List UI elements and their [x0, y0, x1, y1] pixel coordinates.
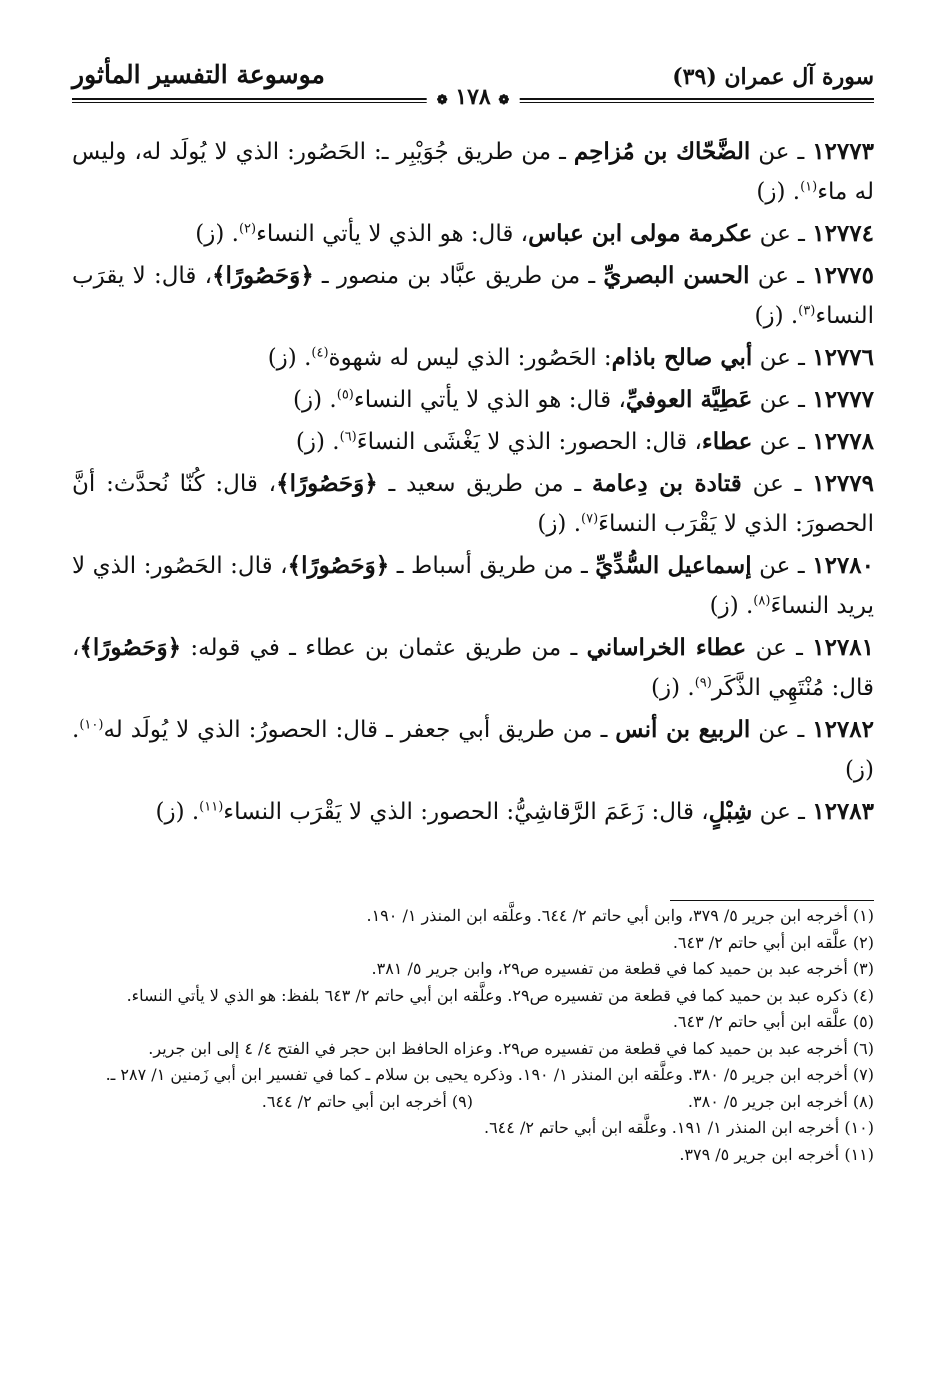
main-text	[72, 132, 874, 834]
entry-text: ، قال: لا يقرَب النساء	[72, 263, 874, 329]
footnote: (١٠) أخرجه ابن المنذر ١/ ١٩١. وعلَّقه ابن أبي حاتم ٢/ ٦٤٤.	[483, 1118, 874, 1137]
entry-number: ١٢٧٧٣	[812, 138, 874, 165]
entry-text: ، قال: كُنّا نُحدَّث: أنَّ الحصورَ: الذي لا يَقْرَب النساءَ	[72, 471, 874, 537]
entry-text: ـ من طريق جُوَيْبِر ـ: الحَصُور: الذي لا يُولَد له، وليس له ماء	[72, 139, 874, 205]
entry-text: ـ عن	[750, 717, 813, 743]
footnote-ref: (١)	[800, 179, 818, 195]
narrator-name: عَطِيَّة العوفيِّ	[625, 386, 753, 413]
entry	[72, 380, 874, 420]
entry-number: ١٢٧٨٠	[812, 552, 874, 579]
page-number-box	[427, 84, 520, 110]
entry-number: ١٢٧٨٣	[812, 798, 874, 825]
narrator-name: الحسن البصريِّ	[603, 262, 750, 289]
entry-number: ١٢٧٨١	[812, 634, 874, 661]
entry-number: ١٢٧٧٤	[812, 220, 874, 247]
source-tag: . (ز)	[651, 675, 695, 701]
entry-number: ١٢٧٧٨	[812, 428, 874, 455]
footnote-ref: (٢)	[238, 221, 257, 237]
narrator-name: إسماعيل السُّدِّيِّ	[595, 552, 752, 579]
entry	[72, 132, 874, 212]
entry	[72, 422, 874, 462]
footnote: (٤) ذكره عبد بن حميد كما في قطعة من تفسيره ص٢٩. وعلَّقه ابن أبي حاتم ٢/ ٦٤٣ بلفظ: هو الذي لا يأتي النساء.	[126, 985, 874, 1005]
footnote-ref: (١١)	[199, 799, 224, 815]
entry-text: ، قال: الحصور: الذي لا يَغْشَى النساءَ	[356, 429, 702, 455]
entry-text: ، قال: زَعَمَ الرَّقاشِيُّ: الحصور: الذي لا يَقْرَب النساء	[223, 799, 709, 825]
source-tag: . (ز)	[537, 511, 582, 537]
entry-number: ١٢٧٧٥	[812, 262, 874, 289]
source-tag: . (ز)	[155, 799, 200, 825]
source-tag: . (ز)	[72, 717, 874, 783]
entry-text: ـ من طريق عبَّاد بن منصور ـ	[313, 263, 604, 289]
entry-text: ـ عن	[749, 263, 813, 289]
entry-text: : الحَصُور: الذي ليس له شهوة	[328, 345, 612, 371]
entry-text: ـ عن	[746, 635, 813, 661]
footnote: (٦) أخرجه عبد بن حميد كما في قطعة من تفسيره ص٢٩. وعزاه الحافظ ابن حجر في الفتح ٤/ ٤ إلى ابن جرير.	[148, 1038, 874, 1058]
ornament-icon: ❁	[436, 93, 448, 108]
quran-quote: ﴿وَحَصُورًا﴾	[212, 262, 314, 289]
narrator-name: شِبْلٍ	[708, 798, 753, 825]
narrator-name: عطاء	[701, 428, 753, 455]
entry	[72, 338, 874, 378]
surah-title: سورة آل عمران (٣٩)	[672, 64, 874, 90]
entry	[72, 464, 874, 544]
entry-text: ، قال: مُنْتَهِي الذَّكَر	[72, 635, 874, 701]
narrator-name: الربيع بن أنس	[615, 716, 751, 743]
entry	[72, 256, 874, 336]
footnote: (١١) أخرجه ابن جرير ٥/ ٣٧٩.	[679, 1144, 874, 1164]
entry-number: ١٢٧٨٢	[812, 716, 874, 743]
entry-number: ١٢٧٧٦	[812, 344, 874, 371]
footnote: (٨) أخرجه ابن جرير ٥/ ٣٨٠.	[687, 1091, 874, 1111]
footnotes	[72, 903, 874, 1168]
source-tag: . (ز)	[195, 221, 239, 247]
entry-text: ـ من طريق أسباط ـ	[389, 553, 596, 579]
footnote-ref: (٣)	[798, 303, 816, 319]
entry-text: ـ عن	[741, 471, 813, 497]
narrator-name: أبي صالح باذام	[611, 344, 753, 371]
source-tag: . (ز)	[756, 179, 801, 205]
footnote-ref: (٩)	[694, 675, 712, 691]
entry-text: ـ من طريق سعيد ـ	[377, 471, 592, 497]
source-tag: . (ز)	[754, 303, 799, 329]
narrator-name: الضَّحّاك بن مُزاحِم	[573, 138, 751, 165]
entry-text: ـ عن	[752, 345, 813, 371]
source-tag: . (ز)	[293, 387, 337, 413]
entry-text: ـ عن	[752, 429, 813, 455]
entry-text: ـ عن	[752, 221, 813, 247]
entry-text: ـ من طريق عثمان بن عطاء ـ في قوله:	[181, 635, 587, 661]
entry	[72, 546, 874, 626]
book-title: موسوعة التفسير المأثور	[72, 60, 325, 89]
entry-text: ـ عن	[751, 553, 813, 579]
quran-quote: ﴿وَحَصُورًا﴾	[287, 552, 390, 579]
quran-quote: ﴿وَحَصُورًا﴾	[276, 470, 378, 497]
source-tag: . (ز)	[267, 345, 312, 371]
entry-text: ـ عن	[752, 799, 813, 825]
footnote-ref: (٦)	[339, 429, 357, 445]
footnote-ref: (٨)	[753, 593, 771, 609]
entry-text: ، قال: الحَصُور: الذي لا يريد النساءَ	[72, 553, 874, 619]
page-header	[72, 58, 874, 120]
entry-text: ـ من طريق أبي جعفر ـ قال: الحصورُ: الذي لا يُولَد له	[103, 717, 616, 743]
footnote: (٩) أخرجه ابن أبي حاتم ٢/ ٦٤٤.	[261, 1091, 473, 1111]
footnote: (٧) أخرجه ابن جرير ٥/ ٣٨٠. وعلَّقه ابن المنذر ١/ ١٩٠. وذكره يحيى بن سلام ـ كما في تفسير ابن أبي زَمنين ١/ ٢٨٧ ـ.	[105, 1065, 874, 1084]
entry-text: ـ عن	[750, 139, 813, 165]
narrator-name: عطاء الخراساني	[586, 634, 747, 661]
footnote-ref: (٥)	[336, 387, 354, 403]
footnote-pair	[72, 1089, 874, 1116]
footnote-ref: (٧)	[581, 511, 599, 527]
entry-number: ١٢٧٧٧	[812, 386, 874, 413]
entry	[72, 710, 874, 790]
entry-text: ، قال: هو الذي لا يأتي النساء	[256, 221, 529, 247]
page-number: ١٧٨	[455, 84, 491, 110]
entry-number: ١٢٧٧٩	[812, 470, 874, 497]
footnote: (٣) أخرجه عبد بن حميد كما في قطعة من تفسيره ص٢٩، وابن جرير ٥/ ٣٨١.	[371, 959, 874, 978]
entry	[72, 214, 874, 254]
footnote: (١) أخرجه ابن جرير ٥/ ٣٧٩، وابن أبي حاتم ٢/ ٦٤٤. وعلَّقه ابن المنذر ١/ ١٩٠.	[366, 906, 874, 925]
entry	[72, 792, 874, 832]
narrator-name: عكرمة مولى ابن عباس	[528, 220, 753, 247]
entry-text: ـ عن	[752, 387, 813, 413]
footnote: (٥) علَّقه ابن أبي حاتم ٢/ ٦٤٣.	[672, 1012, 874, 1031]
source-tag: . (ز)	[709, 593, 754, 619]
entry-text: ، قال: هو الذي لا يأتي النساء	[353, 387, 626, 413]
source-tag: . (ز)	[295, 429, 340, 455]
footnote-separator	[670, 900, 874, 901]
quran-quote: ﴿وَحَصُورًا﴾	[79, 634, 182, 661]
narrator-name: قتادة بن دِعامة	[591, 470, 742, 497]
footnote-ref: (٤)	[311, 345, 329, 361]
ornament-icon: ❁	[498, 93, 510, 108]
footnote: (٢) علَّقه ابن أبي حاتم ٢/ ٦٤٣.	[672, 932, 874, 952]
entry	[72, 628, 874, 708]
footnote-ref: (١٠)	[79, 717, 104, 733]
